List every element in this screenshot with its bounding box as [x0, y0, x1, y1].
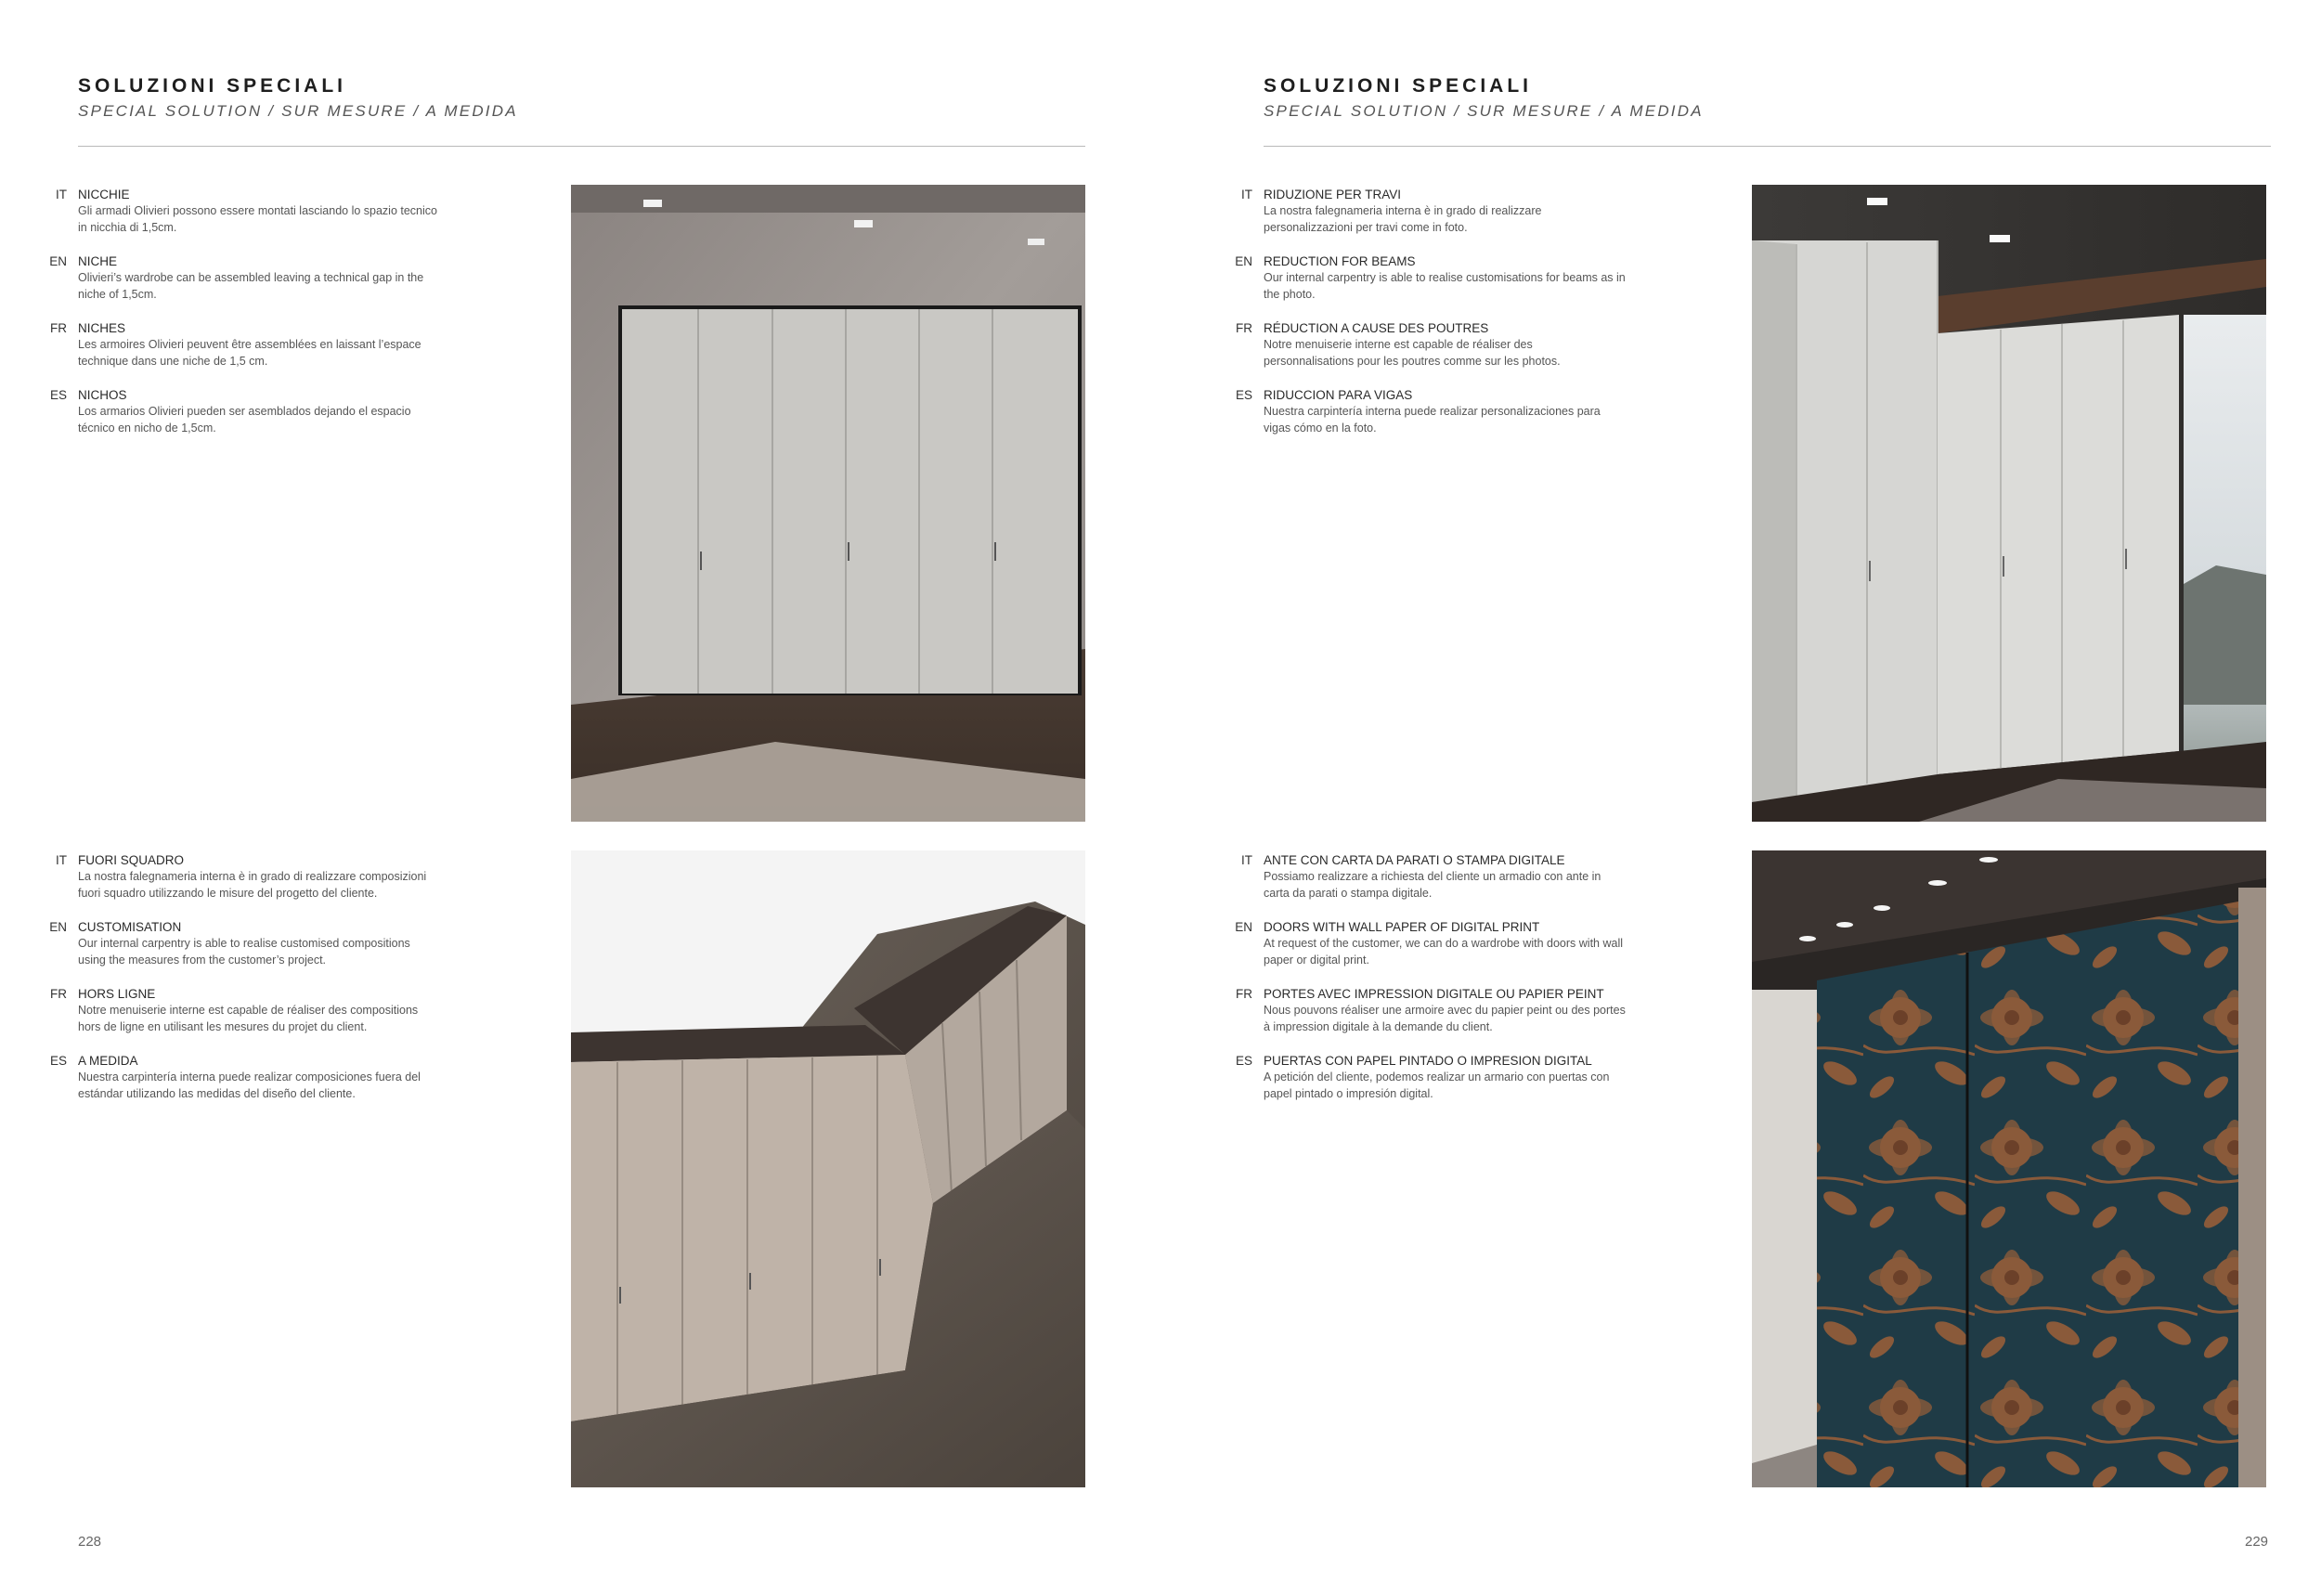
- lang-code: FR: [1236, 987, 1252, 1001]
- lang-entry: [50, 1053, 440, 1102]
- lang-code: EN: [49, 920, 67, 934]
- lang-code: ES: [49, 388, 67, 402]
- entry-body: Les armoires Olivieri peuvent être assemblées en laissant l’espace technique dans une niche de 1,5 cm.: [78, 338, 421, 368]
- text-block-beams: [1236, 187, 1626, 454]
- header-divider: [78, 146, 1085, 147]
- lang-entry: [1236, 919, 1626, 968]
- entry-body: Los armarios Olivieri pueden ser asemblados dejando el espacio técnico en nicho de 1,5cm.: [78, 405, 411, 435]
- entry-title: NICHES: [78, 321, 126, 335]
- photo-custom-wardrobe: [571, 850, 1085, 1487]
- entry-title: ANTE CON CARTA DA PARATI O STAMPA DIGITALE: [1264, 853, 1565, 867]
- lang-code: FR: [50, 321, 67, 335]
- text-block-wallpaper: [1236, 852, 1626, 1120]
- entry-title: HORS LIGNE: [78, 987, 156, 1001]
- entry-body: Olivieri’s wardrobe can be assembled leaving a technical gap in the niche of 1,5cm.: [78, 271, 424, 301]
- lang-entry: [50, 919, 440, 968]
- entry-title: PUERTAS CON PAPEL PINTADO O IMPRESION DIGITAL: [1264, 1054, 1592, 1068]
- lang-code: EN: [1235, 254, 1252, 268]
- lang-code: IT: [1241, 853, 1252, 867]
- entry-body: Notre menuiserie interne est capable de réaliser des personnalisations pour les poutres comme sur les photos.: [1264, 338, 1561, 368]
- left-page: [0, 0, 1160, 1596]
- entry-body: Notre menuiserie interne est capable de réaliser des compositions hors de ligne en utilisant les mesures du projet du client.: [78, 1004, 419, 1033]
- entry-body: Possiamo realizzare a richiesta del cliente un armadio con ante in carta da parati o stampa digitale.: [1264, 870, 1601, 900]
- page-header: [1264, 74, 1704, 122]
- entry-body: Nous pouvons réaliser une armoire avec du papier peint ou des portes à impression digitale à la demande du client.: [1264, 1004, 1626, 1033]
- lang-code: EN: [49, 254, 67, 268]
- lang-entry: [50, 852, 440, 902]
- page-number: 229: [2245, 1534, 2269, 1550]
- lang-entry: [1236, 187, 1626, 236]
- text-block-customisation: [50, 852, 440, 1120]
- right-page: [1160, 0, 2321, 1596]
- lang-entry: [50, 253, 440, 303]
- entry-title: NICHOS: [78, 388, 127, 402]
- entry-title: RIDUCCION PARA VIGAS: [1264, 388, 1413, 402]
- entry-title: A MEDIDA: [78, 1054, 138, 1068]
- lang-entry: [1236, 852, 1626, 902]
- entry-title: NICHE: [78, 254, 118, 268]
- lang-code: EN: [1235, 920, 1252, 934]
- page-subtitle: SPECIAL SOLUTION / SUR MESURE / A MEDIDA: [1264, 102, 1704, 120]
- entry-title: FUORI SQUADRO: [78, 853, 185, 867]
- entry-title: PORTES AVEC IMPRESSION DIGITALE OU PAPIER PEINT: [1264, 987, 1604, 1001]
- page-title: SOLUZIONI SPECIALI: [1264, 75, 1533, 97]
- page-subtitle: SPECIAL SOLUTION / SUR MESURE / A MEDIDA: [78, 102, 518, 120]
- page-number: 228: [78, 1534, 102, 1550]
- lang-entry: [1236, 986, 1626, 1035]
- lang-code: IT: [56, 853, 67, 867]
- lang-code: ES: [1235, 388, 1252, 402]
- lang-entry: [1236, 387, 1626, 436]
- photo-wallpaper-wardrobe: [1752, 850, 2266, 1487]
- lang-code: IT: [56, 188, 67, 201]
- lang-entry: [1236, 253, 1626, 303]
- entry-body: La nostra falegnameria interna è in grado di realizzare composizioni fuori squadro utilizzando le misure del progetto del cliente.: [78, 870, 427, 900]
- entry-body: At request of the customer, we can do a wardrobe with doors with wall paper or digital print.: [1264, 937, 1623, 967]
- entry-body: Nuestra carpintería interna puede realizar composiciones fuera del estándar utilizando las medidas del diseño del cliente.: [78, 1070, 421, 1100]
- lang-code: ES: [49, 1054, 67, 1068]
- lang-entry: [50, 187, 440, 236]
- entry-title: CUSTOMISATION: [78, 920, 182, 934]
- entry-body: Our internal carpentry is able to realise customised compositions using the measures from the customer’s project.: [78, 937, 410, 967]
- entry-body: Our internal carpentry is able to realise customisations for beams as in the photo.: [1264, 271, 1626, 301]
- entry-body: A petición del cliente, podemos realizar un armario con puertas con papel pintado o impresión digital.: [1264, 1070, 1610, 1100]
- entry-body: Nuestra carpintería interna puede realizar personalizaciones para vigas cómo en la foto.: [1264, 405, 1601, 435]
- photo-beam-wardrobe: [1752, 185, 2266, 822]
- lang-code: FR: [50, 987, 67, 1001]
- entry-title: RÉDUCTION A CAUSE DES POUTRES: [1264, 321, 1489, 335]
- header-divider: [1264, 146, 2271, 147]
- entry-title: NICCHIE: [78, 188, 130, 201]
- lang-entry: [50, 986, 440, 1035]
- lang-code: FR: [1236, 321, 1252, 335]
- lang-code: IT: [1241, 188, 1252, 201]
- lang-entry: [1236, 320, 1626, 370]
- entry-title: DOORS WITH WALL PAPER OF DIGITAL PRINT: [1264, 920, 1540, 934]
- entry-title: REDUCTION FOR BEAMS: [1264, 254, 1416, 268]
- lang-code: ES: [1235, 1054, 1252, 1068]
- text-block-niches: [50, 187, 440, 454]
- lang-entry: [1236, 1053, 1626, 1102]
- page-header: [78, 74, 518, 122]
- lang-entry: [50, 320, 440, 370]
- page-title: SOLUZIONI SPECIALI: [78, 75, 347, 97]
- entry-body: Gli armadi Olivieri possono essere montati lasciando lo spazio tecnico in nicchia di 1,5cm.: [78, 204, 437, 234]
- lang-entry: [50, 387, 440, 436]
- photo-niche-wardrobe: [571, 185, 1085, 822]
- entry-title: RIDUZIONE PER TRAVI: [1264, 188, 1402, 201]
- entry-body: La nostra falegnameria interna è in grado di realizzare personalizzazioni per travi come in foto.: [1264, 204, 1542, 234]
